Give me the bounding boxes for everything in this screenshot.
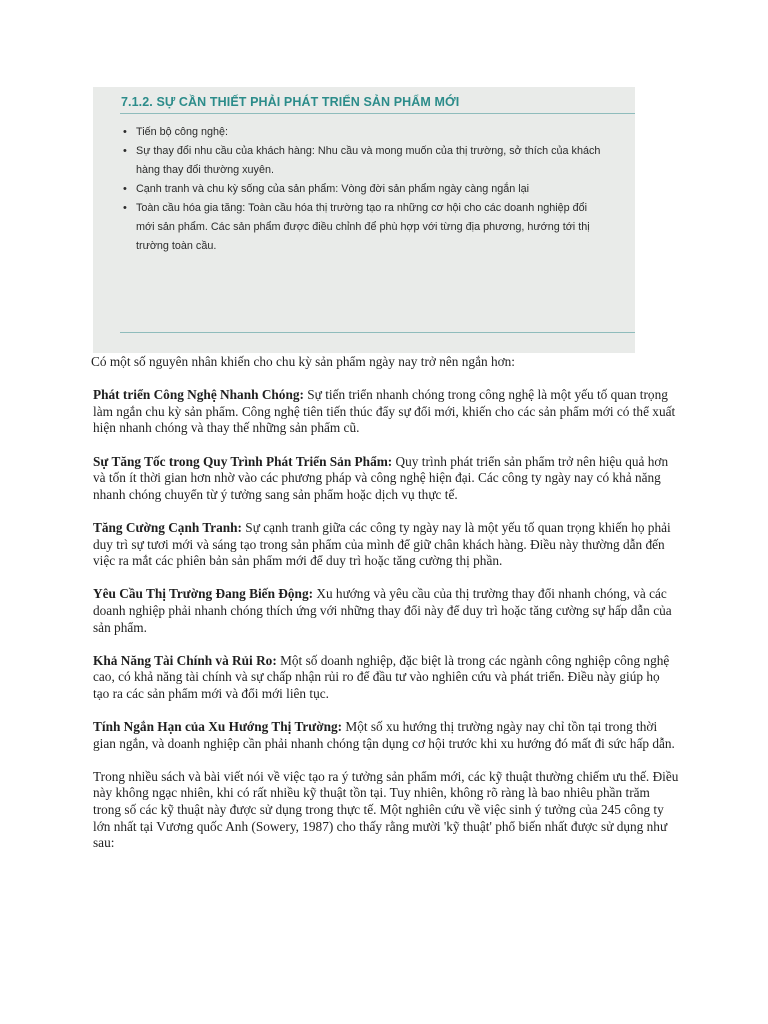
reason-text: Một số xu hướng thị trường ngày nay chỉ tồn tại trong thời gian ngắn, và doanh nghiệp cần phải nhanh chóng tận dụng cơ hội trước khi xu hướng đó mất đi sức hấp dẫn. xyxy=(93,719,675,751)
slide-divider-top xyxy=(120,113,635,114)
slide-bullet-lead: Sự thay đổi nhu cầu của khách hàng: xyxy=(136,145,315,157)
slide-title: 7.1.2. SỰ CẦN THIẾT PHẢI PHÁT TRIỂN SẢN PHẨM MỚI xyxy=(121,95,460,109)
slide-image xyxy=(93,87,635,353)
slide-bullet xyxy=(123,123,603,142)
slide-bullet-lead: Cạnh tranh và chu kỳ sống của sản phẩm: xyxy=(136,183,339,195)
document-body xyxy=(93,354,679,868)
slide-bullet xyxy=(123,199,603,256)
closing-paragraph: Trong nhiều sách và bài viết nói về việc tạo ra ý tưởng sản phẩm mới, các kỹ thuật thường chiếm ưu thế. Điều này không ngạc nhiên, khi có rất nhiều kỹ thuật tồn tại. Tuy nhiên, không rõ ràng là bao nhiêu phần trăm trong số các kỹ thuật này được sử dụng trong thực tế. Một nghiên cứu về việc sinh ý tưởng của 245 công ty lớn nhất tại Vương quốc Anh (Sowery, 1987) cho thấy rằng mười 'kỹ thuật' phổ biến nhất được sử dụng như sau: xyxy=(93,768,679,851)
reason-heading: Tính Ngắn Hạn của Xu Hướng Thị Trường: xyxy=(93,719,343,735)
reason-paragraph xyxy=(93,387,679,437)
reason-paragraph xyxy=(93,586,679,636)
slide-bullet xyxy=(123,180,603,199)
slide-bullet-lead: Toàn cầu hóa gia tăng: xyxy=(136,202,246,214)
intro-paragraph: Có một số nguyên nhân khiến cho chu kỳ sản phẩm ngày nay trở nên ngắn hơn: xyxy=(91,354,515,369)
reason-text: Xu hướng và yêu cầu của thị trường thay đổi nhanh chóng, và các doanh nghiệp phải nhanh chóng thích ứng với những thay đổi này để duy trì hoặc tăng cường sự hấp dẫn của sản phẩm. xyxy=(93,586,672,635)
reason-text: Quy trình phát triển sản phẩm trở nên hiệu quả hơn và tốn ít thời gian hơn nhờ vào các phương pháp và công nghệ hiện đại. Các công ty ngày nay có khả năng nhanh chóng chuyển từ ý tưởng sang sản phẩm hoặc dịch vụ thực tế. xyxy=(93,453,669,502)
reason-heading: Tăng Cường Cạnh Tranh: xyxy=(93,519,242,535)
slide-bullet-text: Toàn cầu hóa thị trường tạo ra những cơ hội cho các doanh nghiệp đổi mới sản phẩm. Các sản phẩm được điều chỉnh để phù hợp với từng địa phương, hướng tới thị trường toàn cầu. xyxy=(136,202,590,252)
slide-bullet-lead: Tiến bộ công nghệ: xyxy=(136,126,229,138)
slide-bullet-list xyxy=(123,123,603,256)
reason-paragraph xyxy=(93,653,679,703)
slide-bullet-text: Nhu cầu và mong muốn của thị trường, sở thích của khách hàng thay đổi thường xuyên. xyxy=(136,145,601,176)
reason-text: Sự cạnh tranh giữa các công ty ngày nay là một yếu tố quan trọng khiến họ phải duy trì sự tươi mới và sáng tạo trong sản phẩm của mình để giữ chân khách hàng. Điều này thường dẫn đến việc ra mắt các phiên bản sản phẩm mới để duy trì hoặc tăng cường thị phần. xyxy=(93,519,671,569)
reason-heading: Sự Tăng Tốc trong Quy Trình Phát Triển Sản Phẩm: xyxy=(93,453,393,469)
reason-paragraph xyxy=(93,454,679,504)
reason-paragraph xyxy=(93,719,679,752)
slide-bullet xyxy=(123,142,603,180)
reason-paragraph xyxy=(93,520,679,570)
reason-text: Một số doanh nghiệp, đặc biệt là trong các ngành công nghiệp công nghệ cao, có khả năng tài chính và sự chấp nhận rủi ro để đầu tư vào nghiên cứu và phát triển. Điều này giúp họ tạo ra các sản phẩm mới và đổi mới liên tục. xyxy=(93,652,670,701)
reason-heading: Phát triển Công Nghệ Nhanh Chóng: xyxy=(93,387,304,403)
reason-text: Sự tiến triển nhanh chóng trong công nghệ là một yếu tố quan trọng làm ngắn chu kỳ sản phẩm. Công nghệ tiên tiến thúc đẩy sự đổi mới, khiến cho các sản phẩm mới có thể xuất hiện nhanh chóng và thay thế những sản phẩm cũ. xyxy=(93,387,676,436)
reason-heading: Yêu Cầu Thị Trường Đang Biến Động: xyxy=(93,586,314,602)
slide-divider-bottom xyxy=(120,332,635,333)
reason-heading: Khả Năng Tài Chính và Rủi Ro: xyxy=(93,652,277,668)
slide-bullet-text: Vòng đời sản phẩm ngày càng ngắn lại xyxy=(338,183,530,195)
